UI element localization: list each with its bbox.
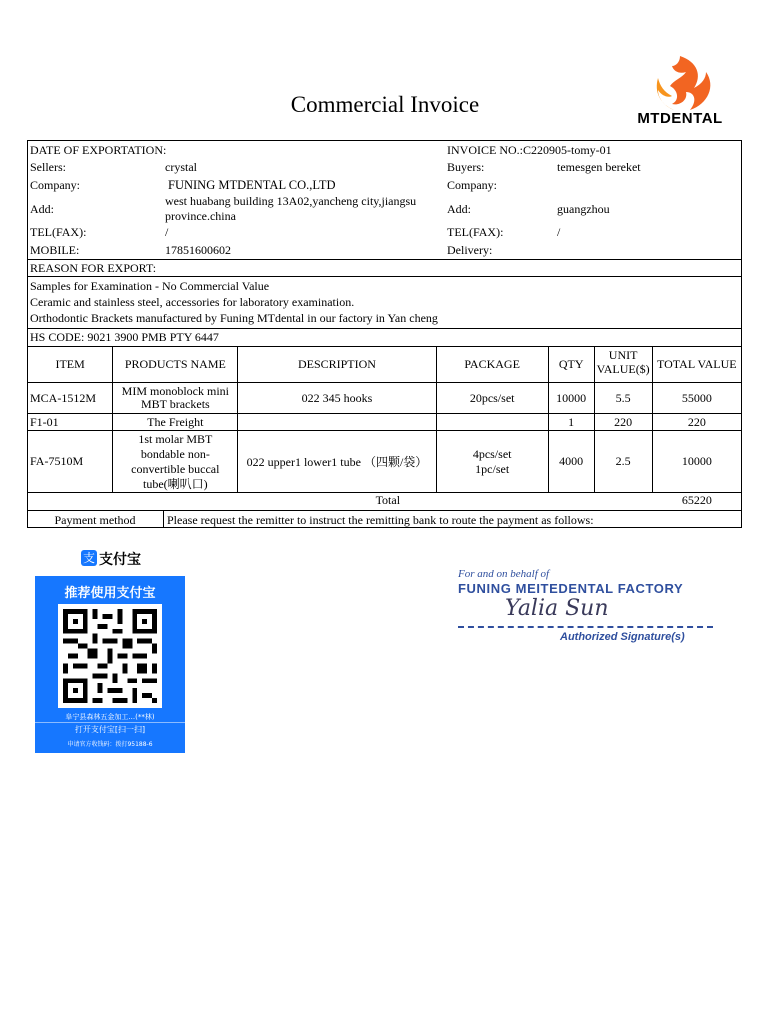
description [238,414,436,431]
address-line2: province.china [165,209,236,223]
unit-value: 2.5 [594,431,652,493]
description: 022 345 hooks [238,383,436,414]
sellers-label: Sellers: [30,160,66,174]
mobile-value: 17851600602 [165,243,231,257]
divider [163,511,164,527]
authorized-signature-label: Authorized Signature(s) [560,631,685,643]
buyer-address-value: guangzhou [557,202,610,216]
alipay-headline: 推荐使用支付宝 [64,586,156,601]
product-name: 1st molar MBT bondable non-convertible buccal tube(喇叭口) [113,431,238,493]
divider [27,259,742,260]
reason-line-1: Samples for Examination - No Commercial Value [30,279,270,293]
product-name: MIM monoblock mini MBT brackets [113,383,238,414]
payment-method-row [27,510,742,528]
on-behalf-text: For and on behalf of [458,568,550,580]
buyer-tel-fax-label: TEL(FAX): [447,225,504,239]
table-header-row [28,347,742,383]
authorized-signature-stamp [455,565,725,655]
qty: 1 [548,414,594,431]
alipay-logo-icon: 支 [82,551,95,565]
total-value: 10000 [652,431,741,493]
signature-line [458,626,713,628]
reason-line-3: Orthodontic Brackets manufactured by Funing MTdental in our factory in Yan cheng [30,311,438,325]
package: 20pcs/set [436,383,548,414]
column-header: ITEM [28,347,113,383]
buyer-address-label: Add: [447,202,471,216]
reason-for-export-label: REASON FOR EXPORT: [30,261,157,275]
qty: 10000 [548,383,594,414]
table-row [28,383,742,414]
product-name: The Freight [113,414,238,431]
description: 022 upper1 lower1 tube （四颗/袋） [238,431,436,493]
item-code: MCA-1512M [28,383,113,414]
payment-instructions: Please request the remitter to instruct the remitting bank to route the payment as follows: [167,513,594,527]
date-of-exportation-label: DATE OF EXPORTATION: [30,143,167,157]
unit-value: 5.5 [594,383,652,414]
unit-value: 220 [594,414,652,431]
column-header: DESCRIPTION [238,347,436,383]
item-code: F1-01 [28,414,113,431]
qr-code-panel[interactable] [58,604,162,708]
divider [35,722,185,723]
item-code: FA-7510M [28,431,113,493]
total-value: 55000 [652,383,741,414]
hs-code: HS CODE: 9021 3900 PMB PTY 6447 [30,330,219,344]
tel-fax-value: / [165,225,169,239]
sellers-value: crystal [165,160,197,174]
column-header: QTY [548,347,594,383]
alipay-footer: 申请官方收钱码：拨打95188-6 [67,741,153,748]
total-value: 220 [652,414,741,431]
package [436,431,548,493]
mobile-label: MOBILE: [30,243,80,257]
divider [27,328,742,329]
payment-method-label: Payment method [54,513,136,527]
column-header: TOTAL VALUE [652,347,741,383]
reason-line-2: Ceramic and stainless steel, accessories for laboratory examination. [30,295,355,309]
total-label: Total [375,493,401,508]
alipay-qr-card [35,540,185,753]
total-row [28,493,742,509]
delivery-label: Delivery: [447,243,493,257]
table-row [28,414,742,431]
mtdental-logo-text: MTDENTAL [637,110,723,127]
merchant-name: 阜宁县森林五金加工...(**林) [65,713,155,721]
tel-fax-label: TEL(FAX): [30,225,87,239]
buyer-tel-fax-value: / [557,225,561,239]
package-line: 4pcs/set [472,446,512,461]
company-value: FUNING MTDENTAL CO.,LTD [168,178,336,192]
qr-code-icon [58,604,162,708]
items-table [27,346,742,509]
buyers-label: Buyers: [447,160,485,174]
scan-instruction: 打开支付宝[扫一扫] [74,725,146,734]
invoice-number: INVOICE NO.:C220905-tomy-01 [447,143,612,157]
alipay-brand: 支付宝 [99,552,141,568]
grand-total: 65220 [681,493,712,508]
address-line1: west huabang building 13A02,yancheng city,jiangsu [165,194,417,208]
column-header: PACKAGE [436,347,548,383]
package [436,414,548,431]
column-header: PRODUCTS NAME [113,347,238,383]
company-label: Company: [30,178,80,192]
buyers-value: temesgen bereket [557,160,641,174]
buyer-company-label: Company: [447,178,497,192]
document-title: Commercial Invoice [290,92,480,117]
package-line: 1pc/set [475,461,510,476]
factory-name: FUNING MEITEDENTAL FACTORY [458,581,684,596]
divider [27,276,742,277]
table-row [28,431,742,493]
qty: 4000 [548,431,594,493]
handwritten-signature: Yalia Sun [505,596,609,621]
column-header: UNIT VALUE($) [594,347,652,383]
address-label: Add: [30,202,54,216]
